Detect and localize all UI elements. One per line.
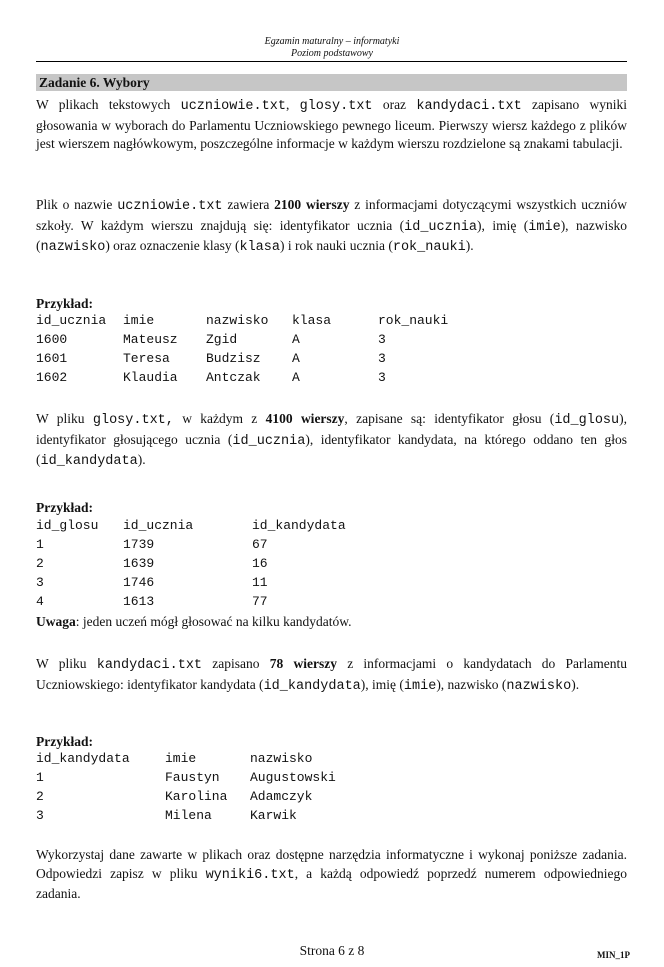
table-cell: 2 (36, 789, 44, 804)
table-cell: 3 (378, 351, 386, 366)
table-cell: Budzisz (206, 351, 261, 366)
page-number: Strona 6 z 8 (299, 943, 365, 958)
task-title-bar (36, 74, 627, 91)
table-cell: A (292, 351, 300, 366)
table-cell: Augustowski (250, 770, 336, 785)
table-cell: Adamczyk (250, 789, 313, 804)
table-cell: Karolina (165, 789, 228, 804)
filename-kandydaci: kandydaci.txt (96, 658, 203, 673)
filename-glosy: glosy.txt (299, 99, 373, 114)
table-cell: Milena (165, 808, 212, 823)
table-cell: 67 (252, 537, 268, 552)
example-label: Przykład: (36, 734, 93, 749)
table-cell: Klaudia (123, 370, 178, 385)
filename-kandydaci: kandydaci.txt (416, 99, 522, 114)
table-header-cell: id_ucznia (36, 313, 107, 328)
table-cell: A (292, 332, 300, 347)
table-cell: Karwik (250, 808, 297, 823)
table-cell: 1 (36, 770, 44, 785)
table-header-cell: imie (165, 751, 197, 766)
table-cell: 1639 (123, 556, 155, 571)
filename-wyniki: wyniki6.txt (205, 867, 295, 883)
text: ). (137, 452, 146, 467)
note-text: : jeden uczeń mógł głosować na kilku kandydatów. (75, 614, 352, 629)
code-term: id_kandydata (40, 454, 138, 469)
text: Wykorzystaj dane zawarte w plikach oraz dostępne narzędzia informatyczne i wykonaj poniższe zadania. Odpowiedzi zapisz w pliku (36, 847, 627, 881)
filename-uczniowie: uczniowie.txt (180, 99, 286, 114)
code-term: id_kandydata (263, 678, 361, 694)
table-cell: 3 (378, 370, 386, 385)
code-term: id_ucznia (404, 219, 478, 235)
table-cell: 2 (36, 556, 44, 571)
text: , a każdą odpowiedź poprzedź numerem odpowiedniego zadania. (36, 865, 628, 901)
text: W pliku (36, 411, 93, 426)
code-term: rok_nauki (392, 240, 466, 255)
text: W pliku (36, 656, 97, 671)
text: w każdym z (173, 411, 266, 426)
text: ) oraz oznaczenie klasy ( (105, 238, 240, 253)
text: ). (465, 238, 474, 253)
table-cell: Faustyn (165, 770, 220, 785)
code-term: nazwisko (40, 240, 106, 255)
instructions-paragraph (36, 846, 627, 904)
table-cell: 3 (36, 575, 44, 590)
table-header-cell: nazwisko (250, 751, 313, 766)
code-term: imie (528, 219, 561, 235)
note-paragraph (36, 613, 627, 632)
table-cell: 1739 (123, 537, 155, 552)
header-level: Poziom podstawowy (291, 48, 373, 59)
text: z informacjami o kandydatach do Parlamentu Uczniowskiego: identyfikator kandydata ( (36, 656, 628, 692)
text: zapisano wyniki głosowania w wyborach do Parlamentu Uczniowskiego pewnego liceum. Pierwszy wiersz każdego z plików jest wierszem nagłówkowym, poszczególne informacje w każdym wierszu rozdzielone są znakami tabulacji. (36, 97, 628, 151)
table-cell: 77 (252, 594, 268, 609)
table-cell: 1613 (123, 594, 155, 609)
header-divider (36, 61, 627, 62)
text: , zapisane są: identyfikator głosu ( (344, 411, 555, 426)
table-header-cell: imie (123, 313, 155, 328)
table-cell: A (292, 370, 300, 385)
table-cell: 11 (252, 575, 268, 590)
text: ), nazwisko ( (436, 676, 507, 692)
table-cell: 3 (36, 808, 44, 823)
intro-paragraph (36, 96, 627, 154)
table-header-cell: id_ucznia (123, 518, 194, 533)
exam-code: MIN_1P (597, 950, 630, 960)
text: ), identyfikator kandydata, na którego oddano ten głos ( (36, 431, 627, 467)
text: z informacjami dotyczącymi wszystkich uczniów szkoły. W każdym wierszu znajdują się: identyfikator ucznia ( (36, 197, 627, 233)
glosy-paragraph (36, 410, 627, 472)
code-term: imie (403, 678, 437, 694)
table-cell: 1746 (123, 575, 155, 590)
table-cell: 4 (36, 594, 44, 609)
table-cell: 1 (36, 537, 44, 552)
text: ) i rok nauki ucznia ( (280, 238, 393, 253)
table-header-cell: klasa (292, 313, 332, 328)
text: ), identyfikator głosującego ucznia ( (36, 411, 627, 447)
table-cell: Mateusz (123, 332, 178, 347)
row-count: 2100 wierszy (274, 197, 350, 212)
text: ), nazwisko ( (36, 217, 627, 253)
header-exam-title: Egzamin maturalny – informatyki (264, 36, 400, 47)
text: zawiera (222, 197, 275, 212)
task-title: Zadanie 6. Wybory (39, 75, 150, 90)
page-header (0, 36, 664, 60)
note-label: Uwaga (36, 614, 76, 629)
table-cell: 16 (252, 556, 268, 571)
kandydaci-paragraph (36, 655, 627, 696)
table-cell: Teresa (123, 351, 170, 366)
table-cell: 1600 (36, 332, 68, 347)
text: oraz (372, 97, 417, 112)
code-term: id_ucznia (232, 433, 306, 449)
table-header-cell: nazwisko (206, 313, 269, 328)
table-header-cell: id_kandydata (36, 751, 130, 766)
text: , (285, 97, 300, 112)
table-cell: Antczak (206, 370, 261, 385)
uczniowie-paragraph (36, 196, 627, 258)
table-header-cell: id_kandydata (252, 518, 346, 533)
text: W plikach tekstowych (36, 97, 181, 112)
table-header-cell: id_glosu (36, 518, 99, 533)
text: ), imię ( (360, 676, 404, 692)
text: zapisano (202, 656, 270, 671)
filename-uczniowie: uczniowie.txt (117, 199, 223, 214)
code-term: id_glosu (554, 413, 620, 428)
table-cell: 1601 (36, 351, 68, 366)
table-cell: Zgid (206, 332, 238, 347)
filename-glosy: glosy.txt, (92, 413, 174, 428)
text: Plik o nazwie (36, 197, 118, 212)
example-label: Przykład: (36, 500, 93, 515)
row-count: 4100 wierszy (265, 411, 345, 426)
example-label: Przykład: (36, 296, 93, 311)
code-term: klasa (239, 240, 280, 255)
row-count: 78 wierszy (269, 656, 337, 671)
code-term: nazwisko (506, 678, 572, 694)
text: ). (571, 676, 580, 692)
table-cell: 1602 (36, 370, 68, 385)
text: ), imię ( (477, 217, 529, 233)
table-cell: 3 (378, 332, 386, 347)
table-header-cell: rok_nauki (378, 313, 449, 328)
